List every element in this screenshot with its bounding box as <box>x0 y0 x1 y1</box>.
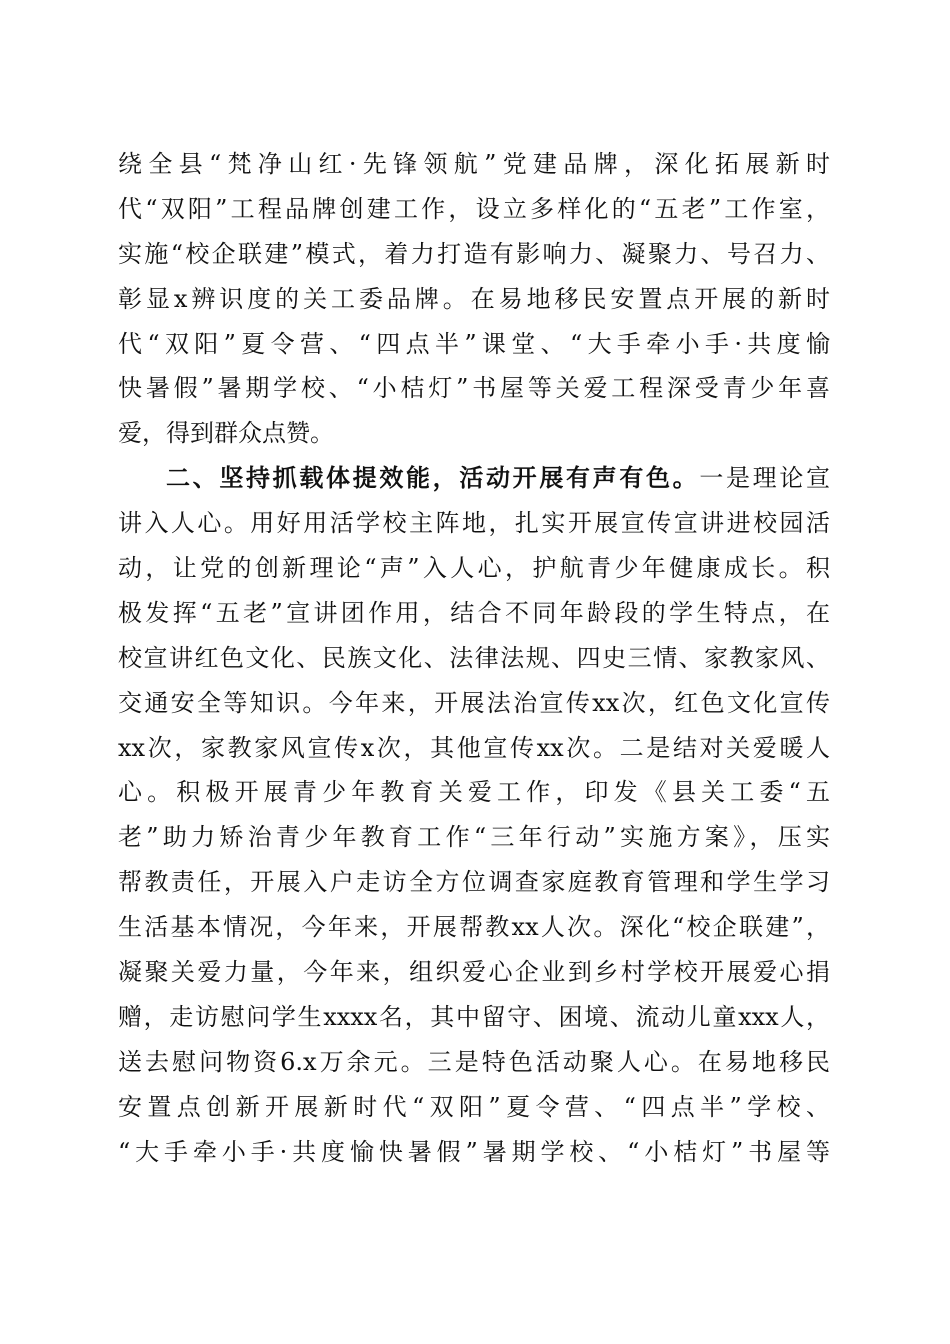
text-line <box>118 456 830 501</box>
text-line: 彰显x辨识度的关工委品牌。在易地移民安置点开展的新时 <box>118 284 830 313</box>
text-line: 极发挥“五老”宣讲团作用，结合不同年龄段的学生特点，在 <box>118 598 830 627</box>
text-line: 安置点创新开展新时代“双阳”夏令营、“四点半”学校、 <box>118 1092 830 1121</box>
text-line: 实施“校企联建”模式，着力打造有影响力、凝聚力、号召力、 <box>118 239 830 268</box>
paragraph-brand-building <box>118 142 830 456</box>
text-line: 生活基本情况，今年来，开展帮教xx人次。深化“校企联建”， <box>118 913 830 942</box>
text-line: 赠，走访慰问学生xxxx名，其中留守、困境、流动儿童xxx人， <box>118 1002 830 1031</box>
text-line: 绕全县“梵净山红·先锋领航”党建品牌，深化拓展新时 <box>118 150 830 178</box>
text-line: 代“双阳”夏令营、“四点半”课堂、“大手牵小手·共度愉 <box>118 329 830 358</box>
text-line: 凝聚关爱力量，今年来，组织爱心企业到乡村学校开展爱心捐 <box>118 958 830 987</box>
text-line: 帮教责任，开展入户走访全方位调查家庭教育管理和学生学习 <box>118 868 830 897</box>
document-page <box>118 142 830 1174</box>
text-line: 交通安全等知识。今年来，开展法治宣传xx次，红色文化宣传 <box>118 688 830 717</box>
section-heading: 二、坚持抓载体提效能，活动开展有声有色。 <box>166 464 700 493</box>
text-line: 校宣讲红色文化、民族文化、法律法规、四史三情、家教家风、 <box>118 643 830 672</box>
text-line: 爱，得到群众点赞。 <box>118 419 334 448</box>
text-line: 动，让党的创新理论“声”入人心，护航青少年健康成长。积 <box>118 554 830 583</box>
text-line: “大手牵小手·共度愉快暑假”暑期学校、“小桔灯”书屋等 <box>118 1137 830 1166</box>
text-line: xx次，家教家风宣传x次，其他宣传xx次。二是结对关爱暖人 <box>118 733 830 762</box>
text-line: 讲入人心。用好用活学校主阵地，扎实开展宣传宣讲进校园活 <box>118 509 830 538</box>
text-line: 送去慰问物资6.x万余元。三是特色活动聚人心。在易地移民 <box>118 1047 830 1076</box>
text-line: 快暑假”暑期学校、“小桔灯”书屋等关爱工程深受青少年喜 <box>118 374 830 403</box>
text-line: 心。积极开展青少年教育关爱工作，印发《县关工委“五 <box>118 778 830 807</box>
text-line: 代“双阳”工程品牌创建工作，设立多样化的“五老”工作室， <box>118 194 830 223</box>
text-line: 老”助力矫治青少年教育工作“三年行动”实施方案》，压实 <box>118 823 830 852</box>
paragraph-activities <box>118 456 830 1174</box>
text-line-rest: 一是理论宣 <box>699 464 831 493</box>
